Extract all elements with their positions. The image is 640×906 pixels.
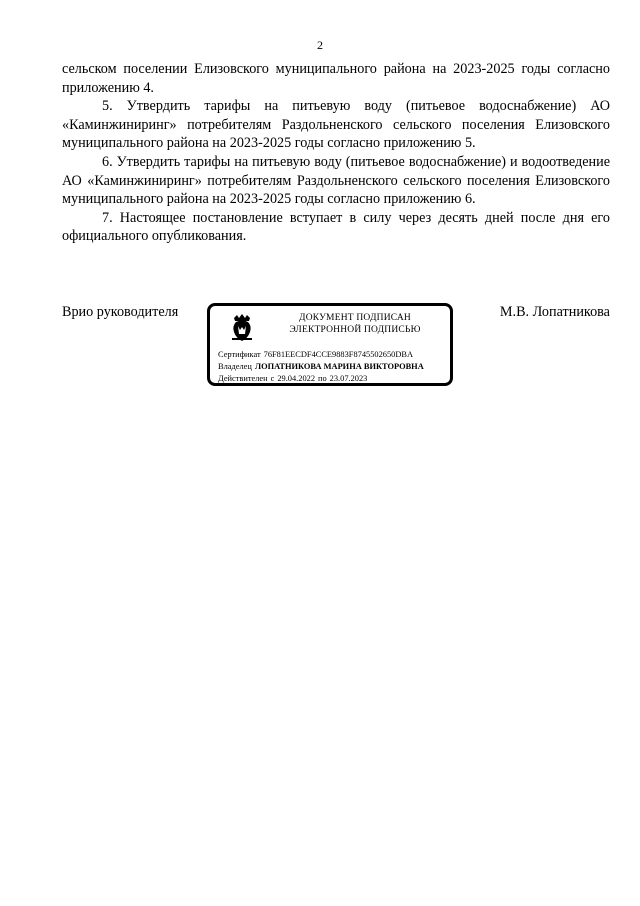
paragraph-continuation: сельском поселении Елизовского муниципального района на 2023-2025 годы согласно приложению 4. bbox=[62, 61, 610, 96]
paragraph-item-7: 7. Настоящее постановление вступает в силу через десять дней после дня его официального опубликования. bbox=[62, 209, 610, 245]
signatory-position: Врио руководителя bbox=[62, 304, 179, 320]
page-number: 2 bbox=[317, 38, 323, 52]
certificate-label: Сертификат bbox=[218, 350, 261, 359]
paragraph-item-6: 6. Утвердить тарифы на питьевую воду (питьевое водоснабжение) и водоотведение АО «Каминжиниринг» потребителям Раздольненского сельского поселения Елизовского муниципального района на 2023-2025 годы согласно приложению 6. bbox=[62, 153, 610, 208]
coat-of-arms-icon bbox=[226, 312, 258, 344]
stamp-validity bbox=[218, 374, 367, 384]
document-body bbox=[62, 60, 610, 246]
stamp-title-line2: ЭЛЕКТРОННОЙ ПОДПИСЬЮ bbox=[289, 325, 421, 335]
valid-from-label: с bbox=[270, 374, 275, 383]
valid-to-label: по bbox=[318, 374, 327, 383]
valid-from: 29.04.2022 bbox=[277, 374, 315, 383]
certificate-value: 76F81EECDF4CCE9883F8745502650DBA bbox=[263, 350, 414, 359]
owner-label: Владелец bbox=[218, 362, 252, 371]
paragraph-item-5: 5. Утвердить тарифы на питьевую воду (питьевое водоснабжение) АО «Каминжиниринг» потребителям Раздольненского сельского поселения Елизовского муниципального района на 2023-2025 годы согласно приложению 5. bbox=[62, 98, 610, 152]
stamp-title-line1: ДОКУМЕНТ ПОДПИСАН bbox=[299, 313, 411, 323]
stamp-title bbox=[260, 312, 450, 336]
electronic-signature-stamp bbox=[207, 303, 453, 386]
valid-to: 23.07.2023 bbox=[329, 374, 368, 383]
stamp-certificate bbox=[218, 350, 413, 360]
stamp-owner bbox=[218, 362, 424, 372]
owner-value: ЛОПАТНИКОВА МАРИНА ВИКТОРОВНА bbox=[254, 362, 424, 371]
signatory-name: М.В. Лопатникова bbox=[499, 304, 610, 320]
valid-label: Действителен bbox=[218, 374, 268, 383]
